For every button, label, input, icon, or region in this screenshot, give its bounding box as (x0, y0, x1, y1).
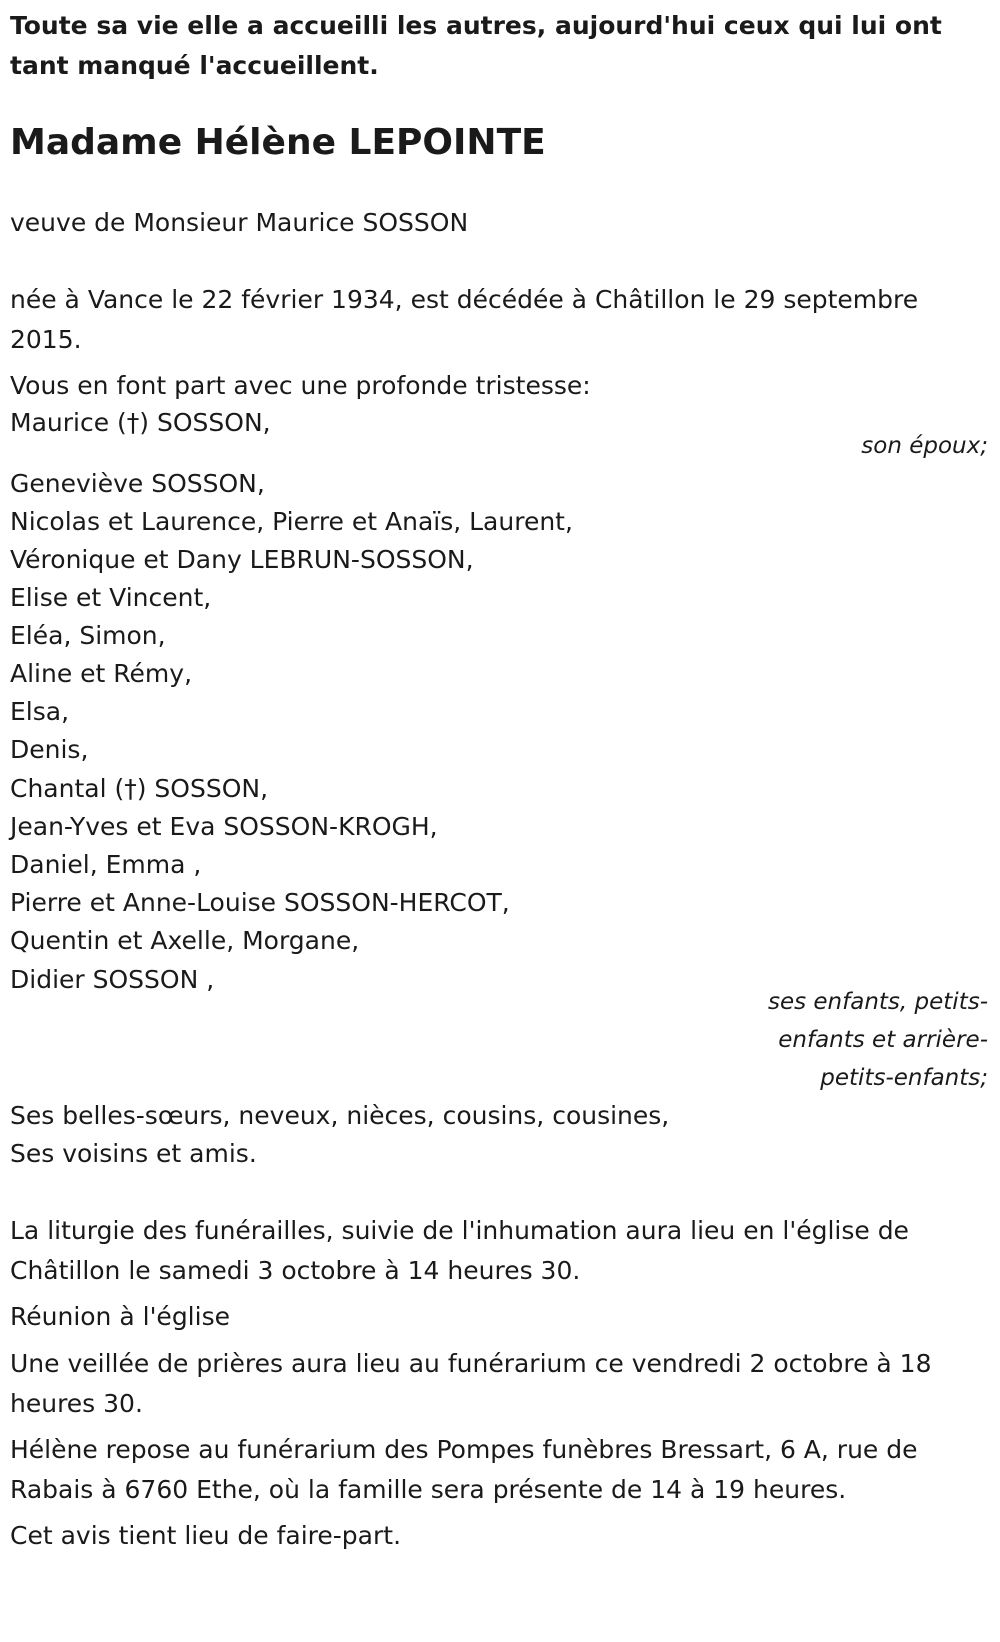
epigraph: Toute sa vie elle a accueilli les autres, aujourd'hui ceux qui lui ont tant manqué l'accueillent. (10, 11, 942, 80)
vigil-text: Une veillée de prières aura lieu au funérarium ce vendredi 2 octobre à 18 heures 30. (10, 1349, 932, 1418)
children-role-line: ses enfants, petits- (767, 989, 988, 1015)
list-item: Jean-Yves et Eva SOSSON-KROGH, (10, 812, 438, 841)
closing-note: Cet avis tient lieu de faire-part. (10, 1521, 402, 1550)
list-item: Véronique et Dany LEBRUN-SOSSON, (10, 545, 474, 574)
list-item: Eléa, Simon, (10, 621, 166, 650)
list-item: Geneviève SOSSON, (10, 469, 265, 498)
list-item: Pierre et Anne-Louise SOSSON-HERCOT, (10, 888, 510, 917)
extended-family-line: Ses voisins et amis. (10, 1139, 257, 1168)
announcement-intro: Vous en font part avec une profonde tristesse: (10, 371, 591, 400)
list-item: Denis, (10, 735, 89, 764)
extended-family-line: Ses belles-sœurs, neveux, nièces, cousins, cousines, (10, 1101, 670, 1130)
birth-death-text: née à Vance le 22 février 1934, est décédée à Châtillon le 29 septembre 2015. (10, 285, 919, 354)
list-item: Elise et Vincent, (10, 583, 212, 612)
spouse-line: veuve de Monsieur Maurice SOSSON (10, 208, 469, 237)
husband-line: Maurice (†) SOSSON, (10, 408, 271, 437)
list-item: Chantal (†) SOSSON, (10, 774, 269, 803)
deceased-name: Madame Hélène LEPOINTE (10, 122, 546, 163)
list-item: Elsa, (10, 697, 70, 726)
list-item: Daniel, Emma , (10, 850, 202, 879)
list-item: Aline et Rémy, (10, 659, 193, 688)
funeral-liturgy: La liturgie des funérailles, suivie de l'inhumation aura lieu en l'église de Châtillon le samedi 3 octobre à 14 heures 30. (10, 1216, 909, 1285)
list-item: Quentin et Axelle, Morgane, (10, 926, 360, 955)
meeting-place: Réunion à l'église (10, 1302, 230, 1331)
husband-role: son époux; (861, 433, 988, 459)
children-role-line: petits-enfants; (820, 1065, 988, 1091)
list-item: Didier SOSSON , (10, 965, 215, 994)
list-item: Nicolas et Laurence, Pierre et Anaïs, Laurent, (10, 507, 573, 536)
repose-text: Hélène repose au funérarium des Pompes funèbres Bressart, 6 A, rue de Rabais à 6760 Ethe, où la famille sera présente de 14 à 19 heures. (10, 1435, 918, 1504)
children-role-line: enfants et arrière- (778, 1027, 988, 1053)
